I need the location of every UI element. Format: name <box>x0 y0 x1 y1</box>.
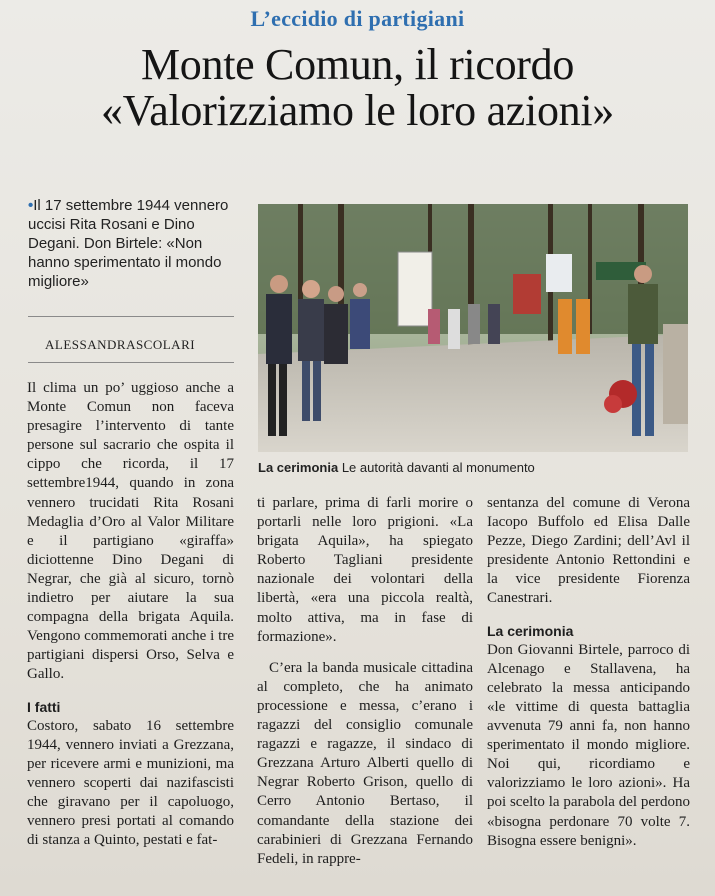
headline-line-2: «Valorizziamo le loro azioni» <box>100 86 614 135</box>
deck <box>28 196 240 291</box>
body-paragraph: Il clima un po’ uggioso anche a Monte Comun non faceva presagire l’intervento di tante persone sul sacrario che ospita il cippo che ricorda, il 17 settembre1944, quando in zona vennero trucidati Rita Rosani Medaglia d’Oro al Valor Militare e il partigiano «giraffa» diciottenne Dino Degani di Negrar, che già al sicuro, tornò indietro per aiutare la sua compagna della brigata Aquila. Vengono commemorati anche i tre partigiani dispersi Orso, Selva e Gallo. <box>27 380 234 683</box>
body-paragraph: Costoro, sabato 16 settembre 1944, vennero inviati a Grezzana, per ricevere armi e munizioni, ma vennero scoperti dai nazifascisti che giravano per il capoluogo, vennero presi portati al comando di stanza a Quinto, pestati e fat- <box>27 717 234 849</box>
subheading-cerimonia: La cerimonia <box>487 622 574 639</box>
caption-label: La cerimonia <box>258 460 339 475</box>
body-paragraph: ti parlare, prima di farli morire o portarli nelle loro prigioni. «La brigata Aquila», ha spiegato Roberto Tagliani presidente nazionale dei volontari della libertà, «era una piccola realtà, molto attiva, ma in fase di formazione». <box>257 495 473 645</box>
headline <box>0 42 715 134</box>
caption-text: Le autorità davanti al monumento <box>341 460 535 475</box>
deck-text: Il 17 settembre 1944 vennero uccisi Rita Rosani e Dino Degani. Don Birtele: «Non hanno sperimentato il mondo migliore» <box>28 197 229 290</box>
ceremony-photo-image <box>258 204 688 452</box>
divider <box>28 316 234 317</box>
ceremony-photo <box>258 204 688 452</box>
photo-caption <box>258 460 688 475</box>
deck-bullet: • <box>28 197 34 214</box>
body-paragraph: sentanza del comune di Verona Iacopo Buffolo ed Elisa Dalle Pezze, Diego Zardini; dell’Avl il presidente Antonio Rettondini e la vice presidente Fiorenza Canestrari. <box>487 495 690 607</box>
headline-line-1: Monte Comun, il ricordo <box>140 40 575 89</box>
column-3 <box>487 494 690 851</box>
body-paragraph: C’era la banda musicale cittadina al completo, che ha animato processione e messa, c’erano i ragazzi del consiglio comunale ragazzi e ragazze, il sindaco di Grezzana Arturo Alberti quello di Negrar Roberto Grison, quello di Cerro Antonio Bertaso, il comandante della stazione dei carabinieri di Grezzana Fernando Fedeli, in rappre- <box>257 659 473 867</box>
byline: ALESSANDRASCOLARI <box>45 337 196 352</box>
column-1 <box>27 379 234 850</box>
divider <box>28 362 234 363</box>
column-2 <box>257 494 473 869</box>
kicker: L’eccidio di partigiani <box>250 6 465 31</box>
body-paragraph: Don Giovanni Birtele, parroco di Alcenago e Stallavena, ha celebrato la messa anticipando «le vittime di questa battaglia avvenuta 79 anni fa, non hanno sperimentato il mondo migliore. Noi qui, ricordiamo e valorizziamo le loro azioni». Ha poi scelto la parabola del perdono «bisogna perdonare 70 volte 7. Bisogna essere benigni». <box>487 641 690 849</box>
subheading-fatti: I fatti <box>27 698 61 715</box>
